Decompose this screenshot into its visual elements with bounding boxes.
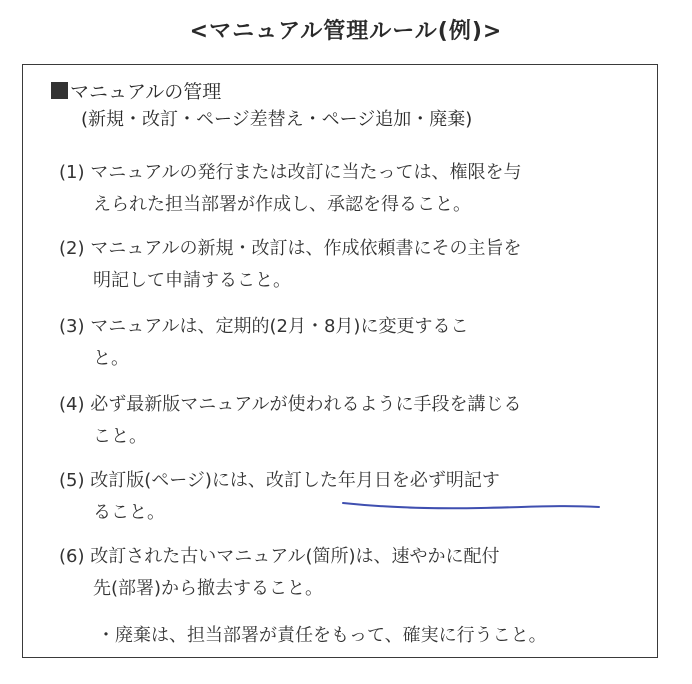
- rule-item-3-line2: と。: [93, 348, 129, 369]
- section-heading-label: マニュアルの管理: [70, 81, 222, 103]
- rule-item-2-line1: (2) マニュアルの新規・改訂は、作成依頼書にその主旨を: [59, 238, 522, 259]
- rule-item-6-line2: 先(部署)から撤去すること。: [93, 578, 324, 599]
- rule-item-4-line1: (4) 必ず最新版マニュアルが使われるように手段を講じる: [59, 394, 522, 415]
- rule-item-2: [59, 233, 639, 297]
- rule-item-5-line1: (5) 改訂版(ページ)には、改訂した年月日を必ず明記す: [59, 470, 500, 491]
- section-heading: [51, 77, 221, 104]
- rule-item-1: [59, 157, 639, 221]
- rule-box: [22, 64, 658, 658]
- rule-item-3: [59, 311, 639, 375]
- black-square-icon: [51, 82, 68, 99]
- rule-item-5-line2: ること。: [93, 502, 165, 523]
- rule-item-2-line2: 明記して申請すること。: [93, 270, 291, 291]
- rule-item-1-line2: えられた担当部署が作成し、承認を得ること。: [93, 194, 471, 215]
- handwritten-underline: [341, 497, 601, 513]
- disposal-footnote: ・廃棄は、担当部署が責任をもって、確実に行うこと。: [97, 625, 547, 646]
- rule-item-6-line1: (6) 改訂された古いマニュアル(箇所)は、速やかに配付: [59, 546, 500, 567]
- rule-item-1-line1: (1) マニュアルの発行または改訂に当たっては、権限を与: [59, 162, 522, 183]
- rule-item-3-line1: (3) マニュアルは、定期的(2月・8月)に変更するこ: [59, 316, 469, 337]
- rule-item-6: [59, 541, 639, 605]
- page-title: <マニュアル管理ルール(例)>: [189, 19, 503, 44]
- rule-item-4: [59, 389, 639, 453]
- section-subheading: (新規・改訂・ページ差替え・ページ追加・廃棄): [81, 109, 473, 130]
- rule-item-4-line2: こと。: [93, 426, 147, 447]
